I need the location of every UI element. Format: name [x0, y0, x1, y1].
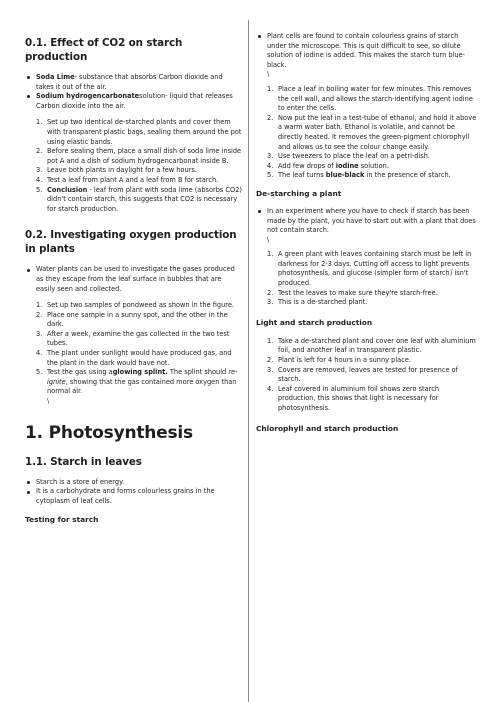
light-steps-list — [267, 337, 478, 414]
list-item: It is a carbohydrate and forms colourless grains in the cytoplasm of leaf cells. — [25, 487, 242, 506]
destarch-steps-list — [267, 250, 478, 308]
main-heading-photosynthesis: 1. Photosynthesis — [25, 422, 193, 443]
list-item: 2. Before sealing them, place a small dish of soda lime inside pot A and a dish of sodium hydrogencarbonat inside B. — [36, 147, 242, 165]
left-column — [25, 0, 242, 525]
list-item: 3. Leave both plants in daylight for a few hours. — [36, 166, 197, 175]
list-item: 4. Leaf covered in aluminium foil shows zero starch production, this shows that light is necessary for photosynthesis. — [267, 384, 440, 412]
list-item: Sodium hydrogencarbonatesolution- liquid that releases Carbon dioxide into the air. — [25, 92, 242, 111]
list-item: Starch is a store of energy. — [25, 478, 242, 488]
list-item: 5. Test the gas using aglowing splint. The splint should re-ignite, showing that the gas contained more oxygen than normal air. — [36, 368, 238, 396]
destarch-bullet-list — [256, 207, 478, 236]
stray-backslash: \ — [267, 235, 270, 244]
list-item: Plant cells are found to contain colourless grains of starch under the microscope. This is quit difficult to see, so dilute solution of iodine is added. This makes the starch turn blue-black. — [256, 32, 478, 70]
list-item: 3. After a week, examine the gas collected in the two test tubes. — [36, 329, 230, 348]
right-column — [256, 0, 478, 434]
list-item: Water plants can be used to investigate the gases produced as they escape from the leaf surface in bubbles that are easily seen and collected. — [25, 265, 242, 294]
list-item: 2. Now put the leaf in a test-tube of ethanol, and hold it above a warm water bath. Ethanol is volatile, and cannot be directly heated. It removes the green-pigment chlorophyll and allows us to see the colour change easily. — [267, 113, 477, 151]
section-heading-co2: 0.1. Effect of CO2 on starch production — [25, 37, 183, 63]
list-item: 1. Place a leaf in boiling water for few minutes. This removes the cell wall, and allows the starch-identifying agent iodine to enter the cells. — [267, 84, 473, 113]
list-item: 1. A green plant with leaves containing starch must be left in darkness for 2-3 days. Cutting off access to light prevents photosynthesis, and glucose (simpler form of starch) isn't produced. — [267, 250, 472, 288]
subheading-destarching: De-starching a plant — [256, 188, 342, 198]
co2-steps-list — [36, 118, 242, 214]
list-item: Soda Lime- substance that absorbs Carbon dioxide and takes it out of the air. — [25, 73, 242, 92]
list-item: 3. This is a de-starched plant. — [267, 298, 368, 307]
list-item: 3. Covers are removed, leaves are tested for presence of starch. — [267, 365, 458, 384]
list-item: 4. Add few drops of iodine solution. — [267, 161, 389, 170]
starch-test-steps-list — [267, 85, 478, 181]
list-item: 1. Take a de-starched plant and cover one leaf with aluminium foil, and another leaf in transparent plastic. — [267, 336, 476, 355]
column-divider — [248, 20, 249, 702]
list-item: 1. Set up two identical de-starched plants and cover them with transparent plastic bags, sealing them around the pot using elastic bands. — [36, 118, 242, 146]
list-item: 5. The leaf turns blue-black in the presence of starch. — [267, 171, 451, 180]
subheading-testing-starch: Testing for starch — [25, 515, 99, 525]
section-heading-oxygen: 0.2. Investigating oxygen production in plants — [25, 229, 237, 256]
list-item: 3. Use tweezers to place the leaf on a petri-dish. — [267, 152, 431, 161]
oxygen-steps-list — [36, 301, 242, 397]
list-item: 5. Conclusion - leaf from plant with soda lime (absorbs CO2) didn't contain starch, this suggests that CO2 is necessary for starch production. — [36, 185, 242, 213]
co2-bullet-list — [25, 73, 242, 111]
list-item: 1. Set up two samples of pondweed as shown in the figure. — [36, 301, 234, 310]
list-item: 2. Test the leaves to make sure they're starch-free. — [267, 288, 438, 297]
list-item: 4. Test a leaf from plant A and a leaf from B for starch. — [36, 175, 219, 184]
starch-bullet-list — [25, 478, 242, 507]
list-item: 2. Plant is left for 4 hours in a sunny place. — [267, 356, 411, 365]
stray-backslash: \ — [47, 397, 50, 406]
stray-backslash: \ — [267, 70, 270, 79]
subheading-light-starch: Light and starch production — [256, 317, 373, 327]
oxygen-bullet-list — [25, 265, 242, 294]
section-heading-starch-leaves: 1.1. Starch in leaves — [25, 455, 142, 468]
list-item: In an experiment where you have to check if starch has been made by the plant, you have to start out with a plant that does not contain starch. — [256, 207, 478, 236]
subheading-chlorophyll-starch: Chlorophyll and starch production — [256, 423, 399, 433]
intro-bullet-list — [256, 32, 478, 70]
list-item: 4. The plant under sunlight would have produced gas, and the plant in the dark would have not. — [36, 349, 232, 367]
list-item: 2. Place one sample in a sunny spot, and the other in the dark. — [36, 310, 228, 329]
